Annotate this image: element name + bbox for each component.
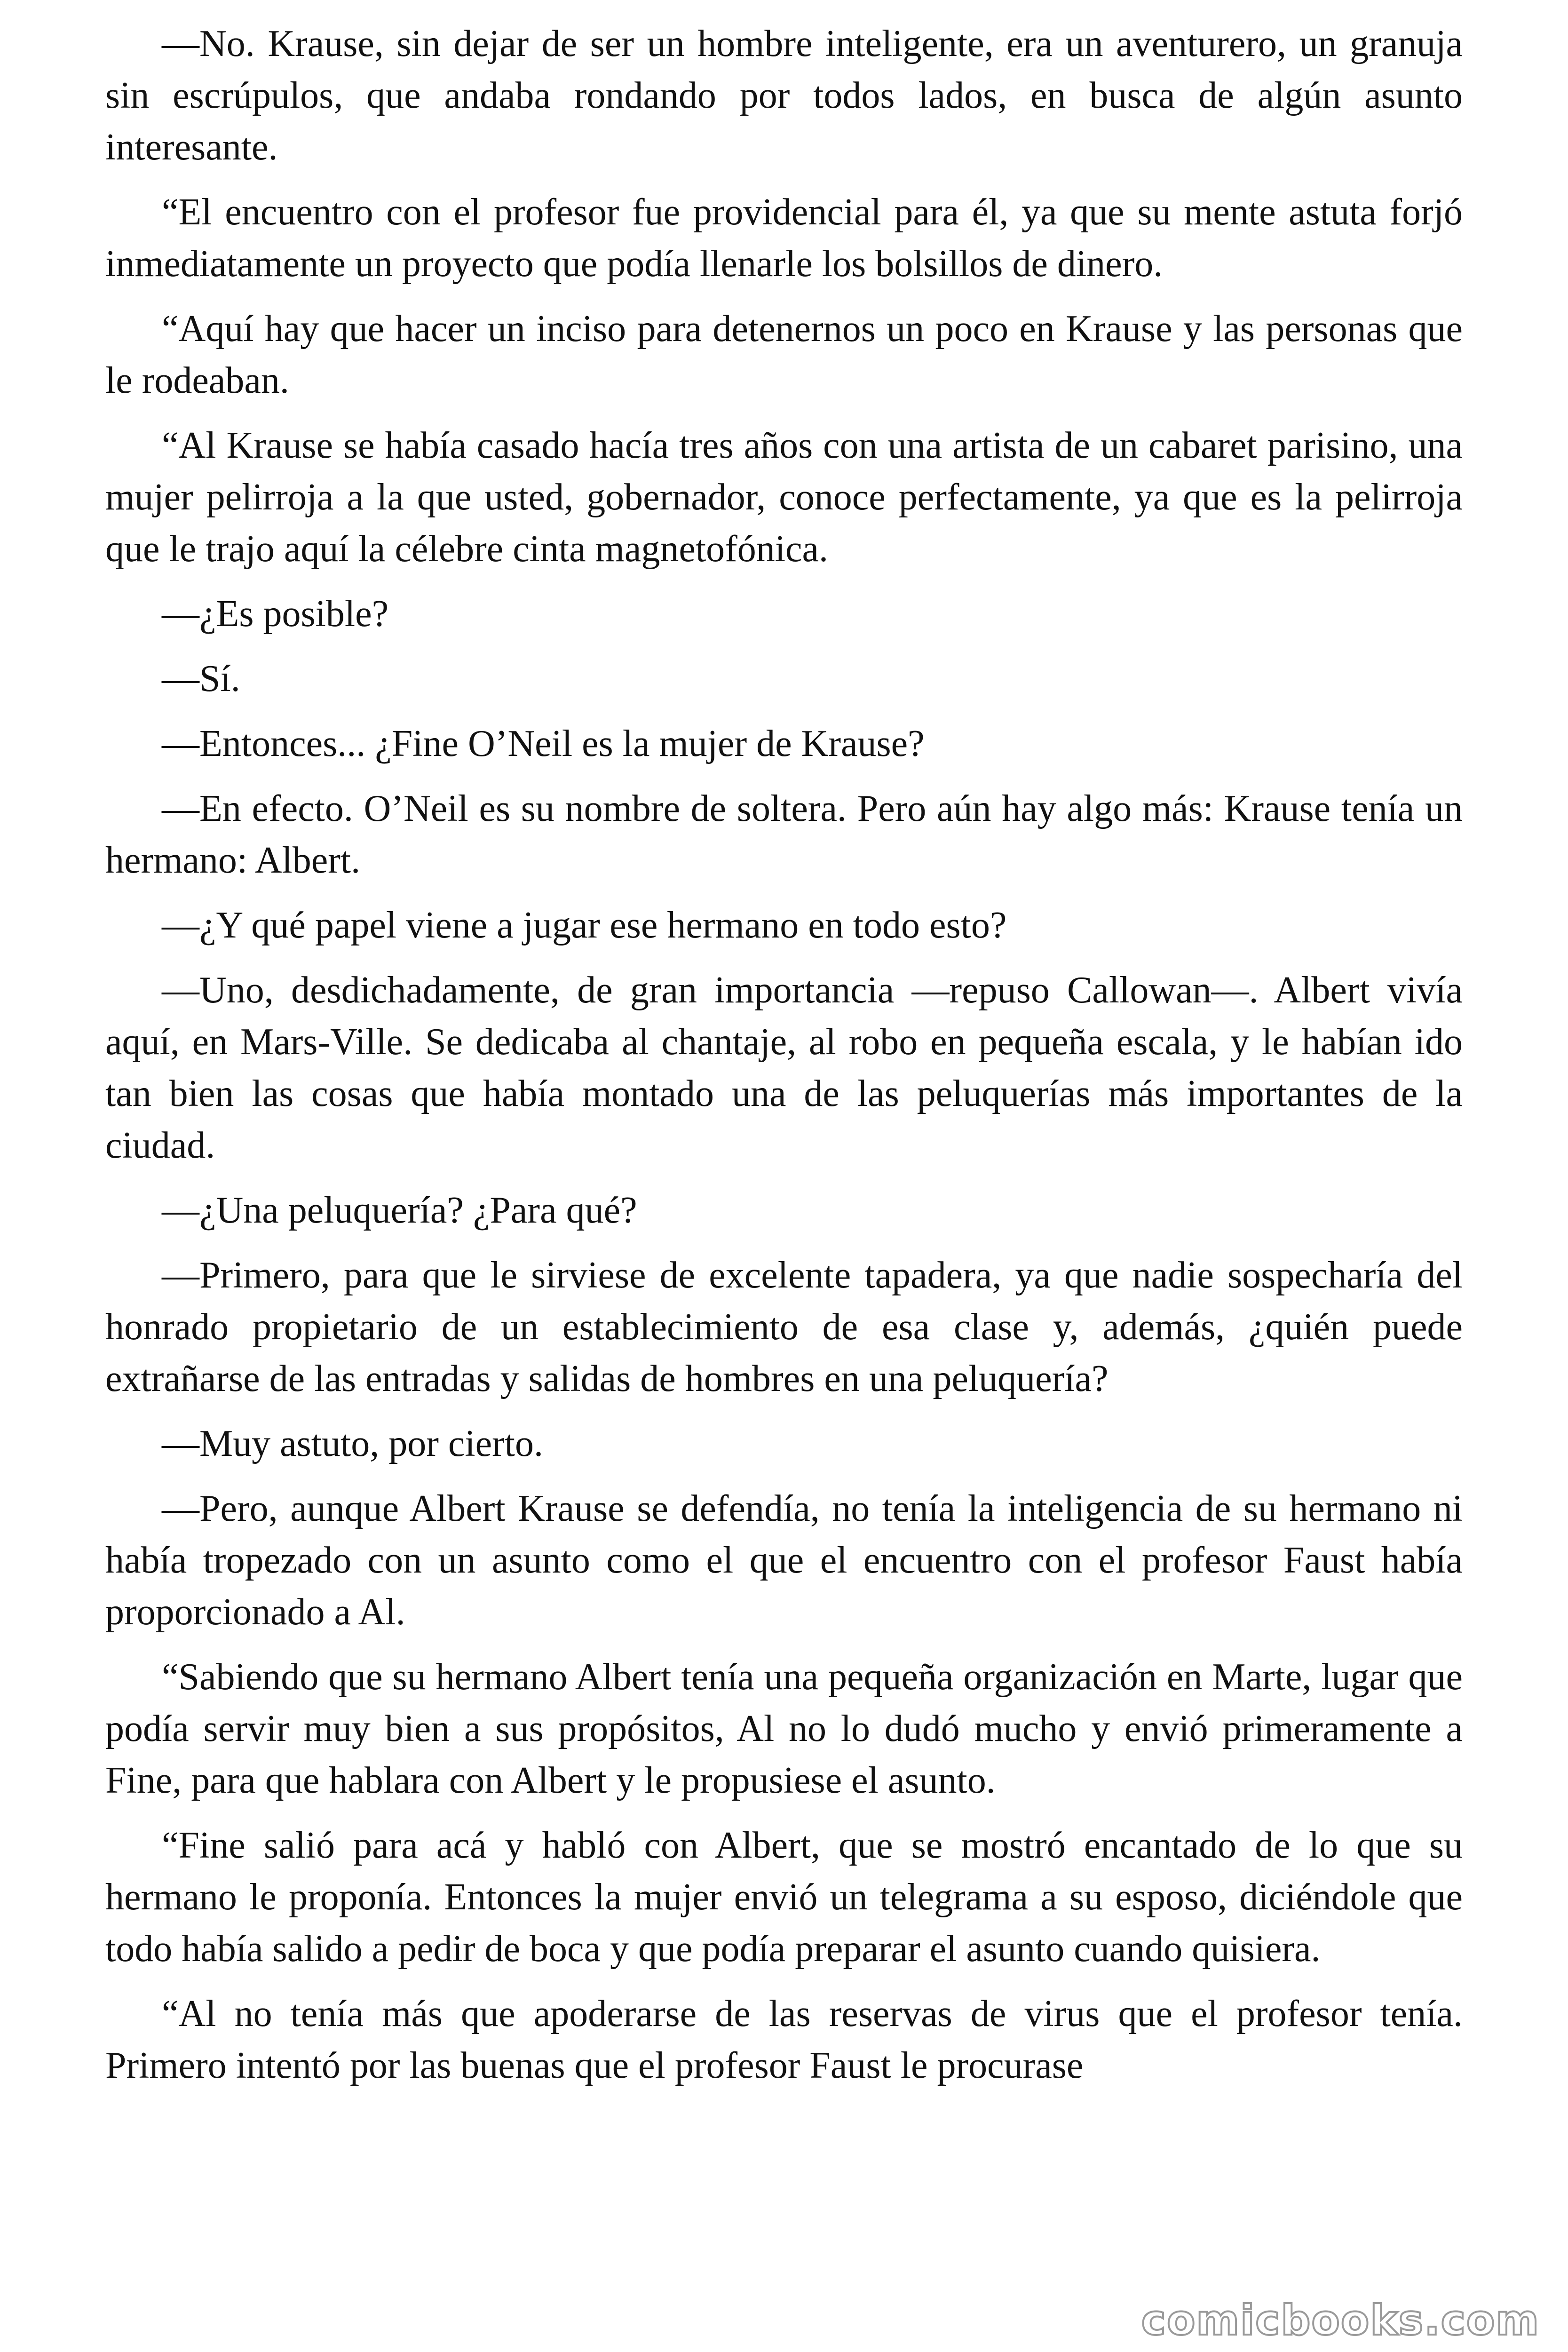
- paragraph: “El encuentro con el profesor fue providencial para él, ya que su mente astuta forjó inmediatamente un proyecto que podía llenarle los bolsillos de dinero.: [105, 191, 1463, 285]
- paragraph: —Uno, desdichadamente, de gran importancia —repuso Callowan—. Albert vivía aquí, en Mars-Ville. Se dedicaba al chantaje, al robo en pequeña escala, y le habían ido tan bien las cosas que había montado una de las peluquerías más importantes de la ciudad.: [105, 969, 1463, 1166]
- paragraph: “Sabiendo que su hermano Albert tenía una pequeña organización en Marte, lugar que podía servir muy bien a sus propósitos, Al no lo dudó mucho y envió primeramente a Fine, para que hablara con Albert y le propusiese el asunto.: [105, 1656, 1463, 1801]
- paragraph: “Al Krause se había casado hacía tres años con una artista de un cabaret parisino, una mujer pelirroja a la que usted, gobernador, conoce perfectamente, ya que es la pelirroja que le trajo aquí la célebre cinta magnetofónica.: [105, 425, 1463, 570]
- paragraph: —No. Krause, sin dejar de ser un hombre inteligente, era un aventurero, un granuja sin escrúpulos, que andaba rondando por todos lados, en busca de algún asunto interesante.: [105, 23, 1463, 168]
- paragraph: —¿Una peluquería? ¿Para qué?: [162, 1190, 637, 1231]
- paragraph: —Pero, aunque Albert Krause se defendía, no tenía la inteligencia de su hermano ni había tropezado con un asunto como el que el encuentro con el profesor Faust había proporcionado a Al.: [105, 1488, 1463, 1633]
- paragraph: —¿Es posible?: [162, 593, 389, 635]
- paragraph: —Muy astuto, por cierto.: [162, 1423, 543, 1464]
- paragraph: —Sí.: [162, 658, 240, 699]
- paragraph: —Primero, para que le sirviese de excelente tapadera, ya que nadie sospecharía del honrado propietario de un establecimiento de esa clase y, además, ¿quién puede extrañarse de las entradas y salidas de hombres en una peluquería?: [105, 1255, 1463, 1399]
- paragraph: —¿Y qué papel viene a jugar ese hermano en todo esto?: [162, 905, 1007, 946]
- paragraph: “Fine salió para acá y habló con Albert, que se mostró encantado de lo que su hermano le proponía. Entonces la mujer envió un telegrama a su esposo, diciéndole que todo había salido a pedir de boca y que podía preparar el asunto cuando quisiera.: [105, 1825, 1463, 1970]
- watermark: comicbooks.com: [1141, 2296, 1540, 2344]
- paragraph: —Entonces... ¿Fine O’Neil es la mujer de Krause?: [162, 723, 925, 764]
- paragraph: —En efecto. O’Neil es su nombre de soltera. Pero aún hay algo más: Krause tenía un hermano: Albert.: [105, 788, 1463, 881]
- paragraph: “Al no tenía más que apoderarse de las reservas de virus que el profesor tenía. Primero intentó por las buenas que el profesor Faust le procurase: [105, 1993, 1463, 2086]
- body-text: [105, 18, 1463, 2105]
- paragraph: “Aquí hay que hacer un inciso para detenernos un poco en Krause y las personas que le rodeaban.: [105, 308, 1463, 401]
